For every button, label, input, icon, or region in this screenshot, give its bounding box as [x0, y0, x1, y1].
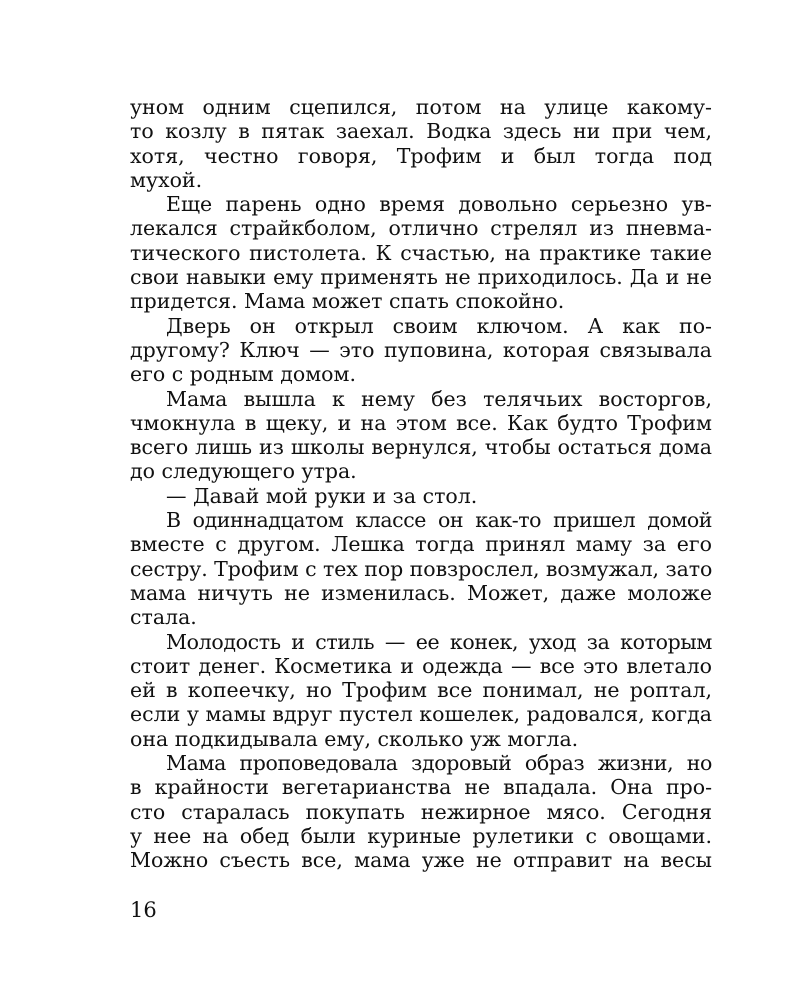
- text-line: другому? Ключ — это пуповина, которая связывала: [130, 337, 712, 362]
- text-line: хотя, честно говоря, Трофим и был тогда под: [130, 143, 712, 168]
- paragraph: [130, 508, 712, 629]
- text-line: вместе с другом. Лешка тогда принял маму за его: [130, 532, 712, 557]
- text-line: всего лишь из школы вернулся, чтобы остаться дома: [130, 435, 712, 460]
- text-line: тического пистолета. К счастью, на практике такие: [130, 240, 712, 265]
- text-line: ей в копеечку, но Трофим все понимал, не роптал,: [130, 678, 712, 703]
- text-line: Можно съесть все, мама уже не отправит на весы: [130, 848, 712, 873]
- dialogue-paragraph: [130, 484, 712, 508]
- page-number: 16: [130, 898, 157, 922]
- text-line: Молодость и стиль — ее конек, уход за которым: [166, 629, 712, 654]
- text-line: до следующего утра.: [130, 459, 357, 484]
- text-line: стоит денег. Косметика и одежда — все это влетало: [130, 653, 712, 678]
- text-line: свои навыки ему применять не приходилось. Да и не: [130, 265, 712, 290]
- text-line: — Давай мой руки и за стол.: [166, 483, 478, 508]
- text-line: сто старалась покупать нежирное мясо. Сегодня: [130, 799, 712, 824]
- paragraph: [130, 387, 712, 484]
- text-line: у нее на обед были куриные рулетики с овощами.: [130, 823, 712, 848]
- paragraph: [130, 751, 712, 872]
- text-line: то козлу в пятак заехал. Водка здесь ни при чем,: [130, 119, 712, 144]
- text-line: чмокнула в щеку, и на этом все. Как будто Трофим: [130, 410, 712, 435]
- text-line: его с родным домом.: [130, 362, 356, 387]
- text-line: Мама вышла к нему без телячьих восторгов,: [166, 386, 712, 411]
- paragraph: [130, 314, 712, 387]
- text-line: она подкидывала ему, сколько уж могла.: [130, 726, 579, 751]
- text-line: Мама проповедовала здоровый образ жизни, но: [166, 751, 712, 776]
- text-line: Еще парень одно время довольно серьезно ув-: [166, 192, 712, 217]
- text-line: мама ничуть не изменилась. Может, даже моложе: [130, 580, 712, 605]
- text-line: лекался страйкболом, отлично стрелял из пневма-: [130, 216, 712, 241]
- paragraph: [130, 192, 712, 313]
- text-line: В одиннадцатом классе он как-то пришел домой: [166, 508, 712, 533]
- text-line: если у мамы вдруг пустел кошелек, радовался, когда: [130, 702, 712, 727]
- text-line: придется. Мама может спать спокойно.: [130, 289, 565, 314]
- paragraph: [130, 630, 712, 751]
- text-line: в крайности вегетарианства не впадала. Она про-: [130, 775, 712, 800]
- body-text: [130, 95, 712, 873]
- text-line: мухой.: [130, 167, 203, 192]
- text-line: сестру. Трофим с тех пор повзрослел, возмужал, зато: [130, 556, 713, 581]
- paragraph: [130, 95, 712, 192]
- text-line: стала.: [130, 605, 197, 630]
- text-line: уном одним сцепился, потом на улице какому-: [130, 95, 712, 119]
- text-line: Дверь он открыл своим ключом. А как по-: [166, 313, 712, 338]
